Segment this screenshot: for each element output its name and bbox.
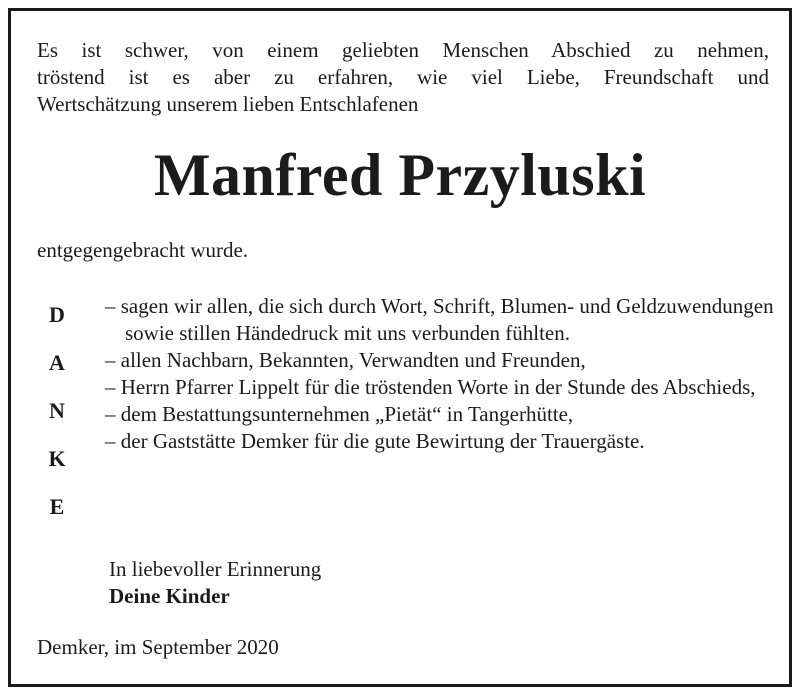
thanks-item: – Herrn Pfarrer Lippelt für die tröstenden Worte in der Stunde des Abschieds, [105,375,756,399]
obituary-notice-frame [8,8,792,687]
thanks-item: – sagen wir allen, die sich durch Wort, Schrift, Blumen- und Geldzuwendungen sowie stillen Händedruck mit uns verbunden fühlten. [105,294,774,345]
danke-letter: E [49,494,65,519]
danke-letter: N [49,398,65,423]
intro-continuation: entgegengebracht wurde. [37,238,249,262]
thanks-item: – allen Nachbarn, Bekannten, Verwandten und Freunden, [105,348,586,372]
place-and-date: Demker, im September 2020 [37,635,279,659]
intro-line-3: Wertschätzung unserem lieben Entschlafenen [37,92,419,116]
danke-letter: D [49,302,65,327]
signature: Deine Kinder [109,584,230,608]
thanks-list [105,293,775,455]
danke-letter: A [49,350,65,375]
intro-text [37,37,769,118]
danke-letter: K [48,446,66,471]
closing-block [109,556,321,610]
thanks-item: – dem Bestattungsunternehmen „Pietät“ in Tangerhütte, [105,402,574,426]
deceased-name: Manfred Przyluski [153,142,647,208]
closing-line: In liebevoller Erinnerung [109,557,322,581]
thanks-item: – der Gaststätte Demker für die gute Bewirtung der Trauergäste. [105,429,645,453]
intro-line-2: tröstend ist es aber zu erfahren, wie viel Liebe, Freundschaft und [37,65,769,89]
danke-vertical-word [43,301,71,541]
intro-line-1: Es ist schwer, von einem geliebten Menschen Abschied zu nehmen, [37,38,769,62]
